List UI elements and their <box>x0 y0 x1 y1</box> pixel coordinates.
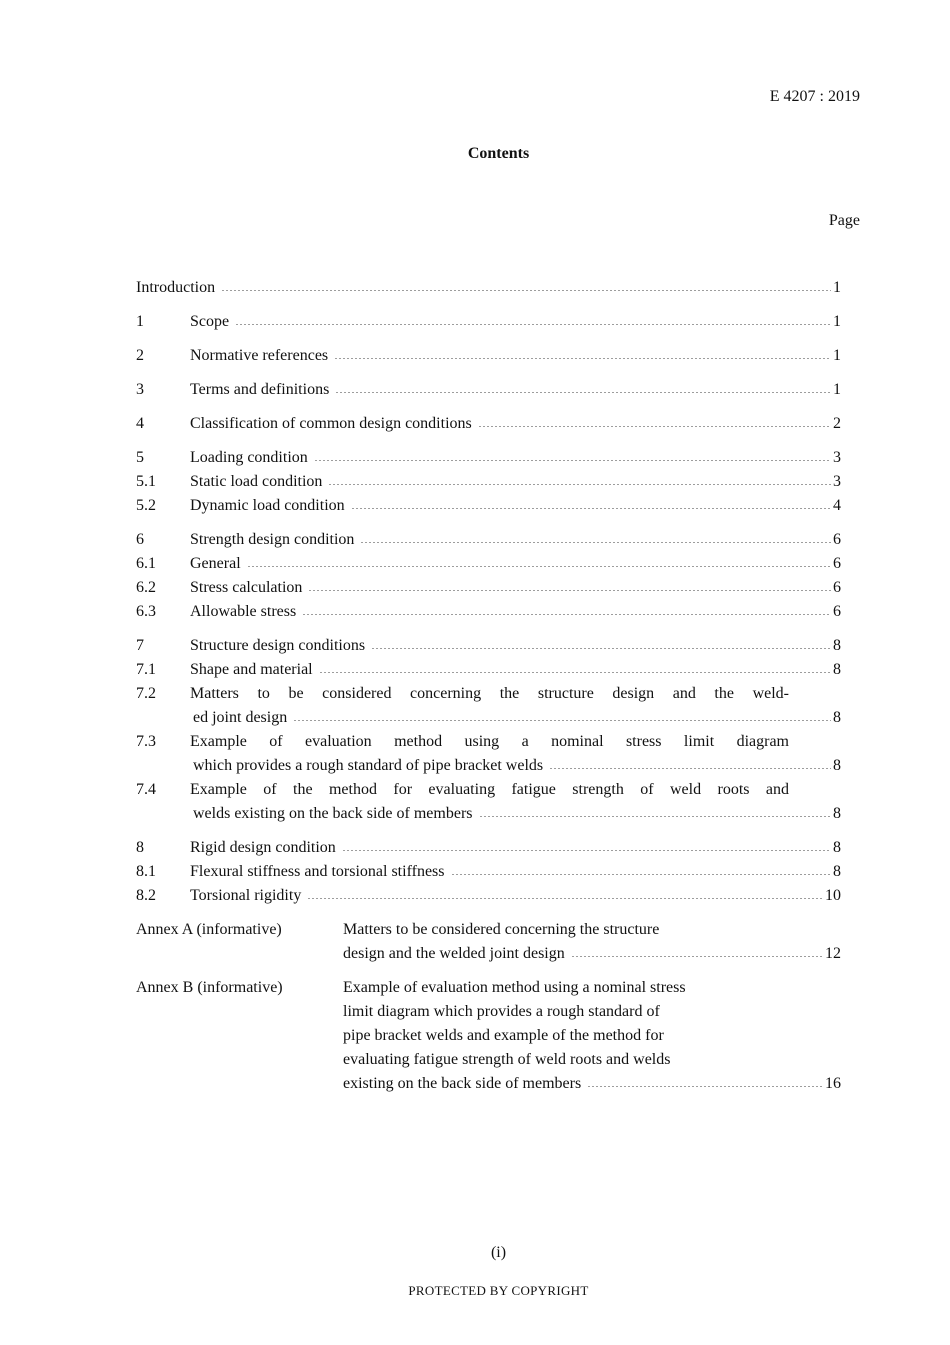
toc-entry-5[interactable] <box>136 446 841 470</box>
toc-number: 7.3 <box>136 733 156 750</box>
dot-leader <box>571 956 823 957</box>
toc-entry-introduction[interactable] <box>136 276 841 300</box>
toc-entry-6-2[interactable] <box>136 576 841 600</box>
toc-title: Static load condition <box>190 473 323 490</box>
toc-title: Loading condition <box>190 449 308 466</box>
annex-body <box>343 918 841 966</box>
toc-annex-b[interactable] <box>136 976 841 1096</box>
toc-page: 3 <box>833 473 841 490</box>
table-of-contents <box>136 276 841 1096</box>
toc-page: 1 <box>833 279 841 296</box>
toc-title: Strength design condition <box>190 531 355 548</box>
dot-leader <box>335 392 831 393</box>
toc-title: Stress calculation <box>190 579 303 596</box>
page-number: (i) <box>490 1244 507 1261</box>
toc-number: 1 <box>136 313 144 330</box>
toc-title: Scope <box>190 313 230 330</box>
toc-entry-4[interactable] <box>136 412 841 436</box>
toc-number: 3 <box>136 381 144 398</box>
dot-leader <box>371 648 831 649</box>
toc-page: 2 <box>833 415 841 432</box>
page-column-label: Page <box>828 212 860 229</box>
toc-title: Normative references <box>190 347 329 364</box>
toc-number: 6.3 <box>136 603 156 620</box>
toc-entry-1[interactable] <box>136 310 841 334</box>
toc-number: 6 <box>136 531 144 548</box>
annex-line: limit diagram which provides a rough standard of <box>343 1003 660 1020</box>
dot-leader <box>247 566 831 567</box>
dot-leader <box>221 290 831 291</box>
toc-title-line1: Example of the method for evaluating fatigue strength of weld roots and <box>190 781 789 798</box>
toc-annex-a[interactable] <box>136 918 841 966</box>
toc-entry-7-4-continued[interactable] <box>136 802 841 826</box>
toc-page: 8 <box>833 839 841 856</box>
toc-number: 7.4 <box>136 781 156 798</box>
toc-title: Structure design conditions <box>190 637 366 654</box>
dot-leader <box>328 484 831 485</box>
toc-number: 5.1 <box>136 473 156 490</box>
toc-number: 7.1 <box>136 661 156 678</box>
annex-label: Annex B (informative) <box>136 979 283 996</box>
toc-page: 6 <box>833 531 841 548</box>
toc-page: 12 <box>825 945 841 962</box>
toc-title: Rigid design condition <box>190 839 336 856</box>
toc-title: General <box>190 555 241 572</box>
toc-number: 8 <box>136 839 144 856</box>
toc-entry-8-2[interactable] <box>136 884 841 908</box>
dot-leader <box>334 358 831 359</box>
dot-leader <box>549 768 831 769</box>
toc-page: 1 <box>833 313 841 330</box>
toc-number: 7.2 <box>136 685 156 702</box>
toc-entry-7-3[interactable] <box>136 730 841 754</box>
toc-title: Terms and definitions <box>190 381 330 398</box>
toc-page: 6 <box>833 603 841 620</box>
dot-leader <box>235 324 831 325</box>
annex-line: existing on the back side of members <box>343 1075 582 1092</box>
toc-entry-8-1[interactable] <box>136 860 841 884</box>
dot-leader <box>351 508 831 509</box>
toc-title-line2: ed joint design <box>193 709 288 726</box>
annex-line: evaluating fatigue strength of weld roots and welds <box>343 1051 671 1068</box>
toc-entry-8[interactable] <box>136 836 841 860</box>
toc-number: 7 <box>136 637 144 654</box>
toc-page: 1 <box>833 347 841 364</box>
toc-title-line1: Matters to be considered concerning the structure design and the weld- <box>190 685 789 702</box>
annex-line: Example of evaluation method using a nominal stress <box>343 979 686 996</box>
toc-page: 8 <box>833 805 841 822</box>
dot-leader <box>342 850 831 851</box>
dot-leader <box>307 898 823 899</box>
toc-entry-5-2[interactable] <box>136 494 841 518</box>
toc-page: 8 <box>833 661 841 678</box>
dot-leader <box>479 816 832 817</box>
toc-title-line1: Example of evaluation method using a nominal stress limit diagram <box>190 733 789 750</box>
annex-body <box>343 976 841 1096</box>
toc-page: 10 <box>825 887 841 904</box>
toc-entry-7-2[interactable] <box>136 682 841 706</box>
toc-number: 8.1 <box>136 863 156 880</box>
toc-number: 8.2 <box>136 887 156 904</box>
toc-page: 3 <box>833 449 841 466</box>
toc-entry-5-1[interactable] <box>136 470 841 494</box>
toc-page: 8 <box>833 757 841 774</box>
dot-leader <box>308 590 831 591</box>
toc-number: 6.2 <box>136 579 156 596</box>
toc-entry-7-4[interactable] <box>136 778 841 802</box>
toc-title: Classification of common design conditions <box>190 415 472 432</box>
annex-line: design and the welded joint design <box>343 945 565 962</box>
dot-leader <box>587 1086 823 1087</box>
toc-number: 5 <box>136 449 144 466</box>
toc-page: 16 <box>825 1075 841 1092</box>
toc-number: 5.2 <box>136 497 156 514</box>
annex-line: Matters to be considered concerning the structure <box>343 921 660 938</box>
toc-page: 8 <box>833 863 841 880</box>
toc-page: 4 <box>833 497 841 514</box>
toc-page: 8 <box>833 709 841 726</box>
toc-number: 6.1 <box>136 555 156 572</box>
toc-title: Allowable stress <box>190 603 297 620</box>
dot-leader <box>360 542 831 543</box>
toc-page: 6 <box>833 555 841 572</box>
toc-number: 4 <box>136 415 144 432</box>
dot-leader <box>302 614 831 615</box>
toc-entry-2[interactable] <box>136 344 841 368</box>
toc-page: 6 <box>833 579 841 596</box>
standard-number: E 4207 : 2019 <box>769 88 860 105</box>
toc-page: 1 <box>833 381 841 398</box>
toc-title: Dynamic load condition <box>190 497 345 514</box>
dot-leader <box>314 460 831 461</box>
toc-title-line2: welds existing on the back side of members <box>193 805 473 822</box>
toc-entry-7-2-continued[interactable] <box>136 706 841 730</box>
toc-title: Flexural stiffness and torsional stiffness <box>190 863 445 880</box>
dot-leader <box>293 720 831 721</box>
dot-leader <box>478 426 831 427</box>
toc-number: 2 <box>136 347 144 364</box>
toc-entry-6-3[interactable] <box>136 600 841 624</box>
toc-entry-7-3-continued[interactable] <box>136 754 841 778</box>
toc-entry-7-1[interactable] <box>136 658 841 682</box>
page-title: Contents <box>467 145 530 162</box>
copyright-notice: PROTECTED BY COPYRIGHT <box>408 1283 589 1298</box>
toc-title: Shape and material <box>190 661 313 678</box>
toc-title: Introduction <box>136 279 216 296</box>
toc-entry-6[interactable] <box>136 528 841 552</box>
dot-leader <box>319 672 831 673</box>
toc-title-line2: which provides a rough standard of pipe bracket welds <box>193 757 544 774</box>
toc-page: 8 <box>833 637 841 654</box>
toc-entry-3[interactable] <box>136 378 841 402</box>
dot-leader <box>451 874 832 875</box>
toc-entry-7[interactable] <box>136 634 841 658</box>
toc-entry-6-1[interactable] <box>136 552 841 576</box>
annex-line: pipe bracket welds and example of the method for <box>343 1027 664 1044</box>
annex-label: Annex A (informative) <box>136 921 282 938</box>
toc-title: Torsional rigidity <box>190 887 302 904</box>
